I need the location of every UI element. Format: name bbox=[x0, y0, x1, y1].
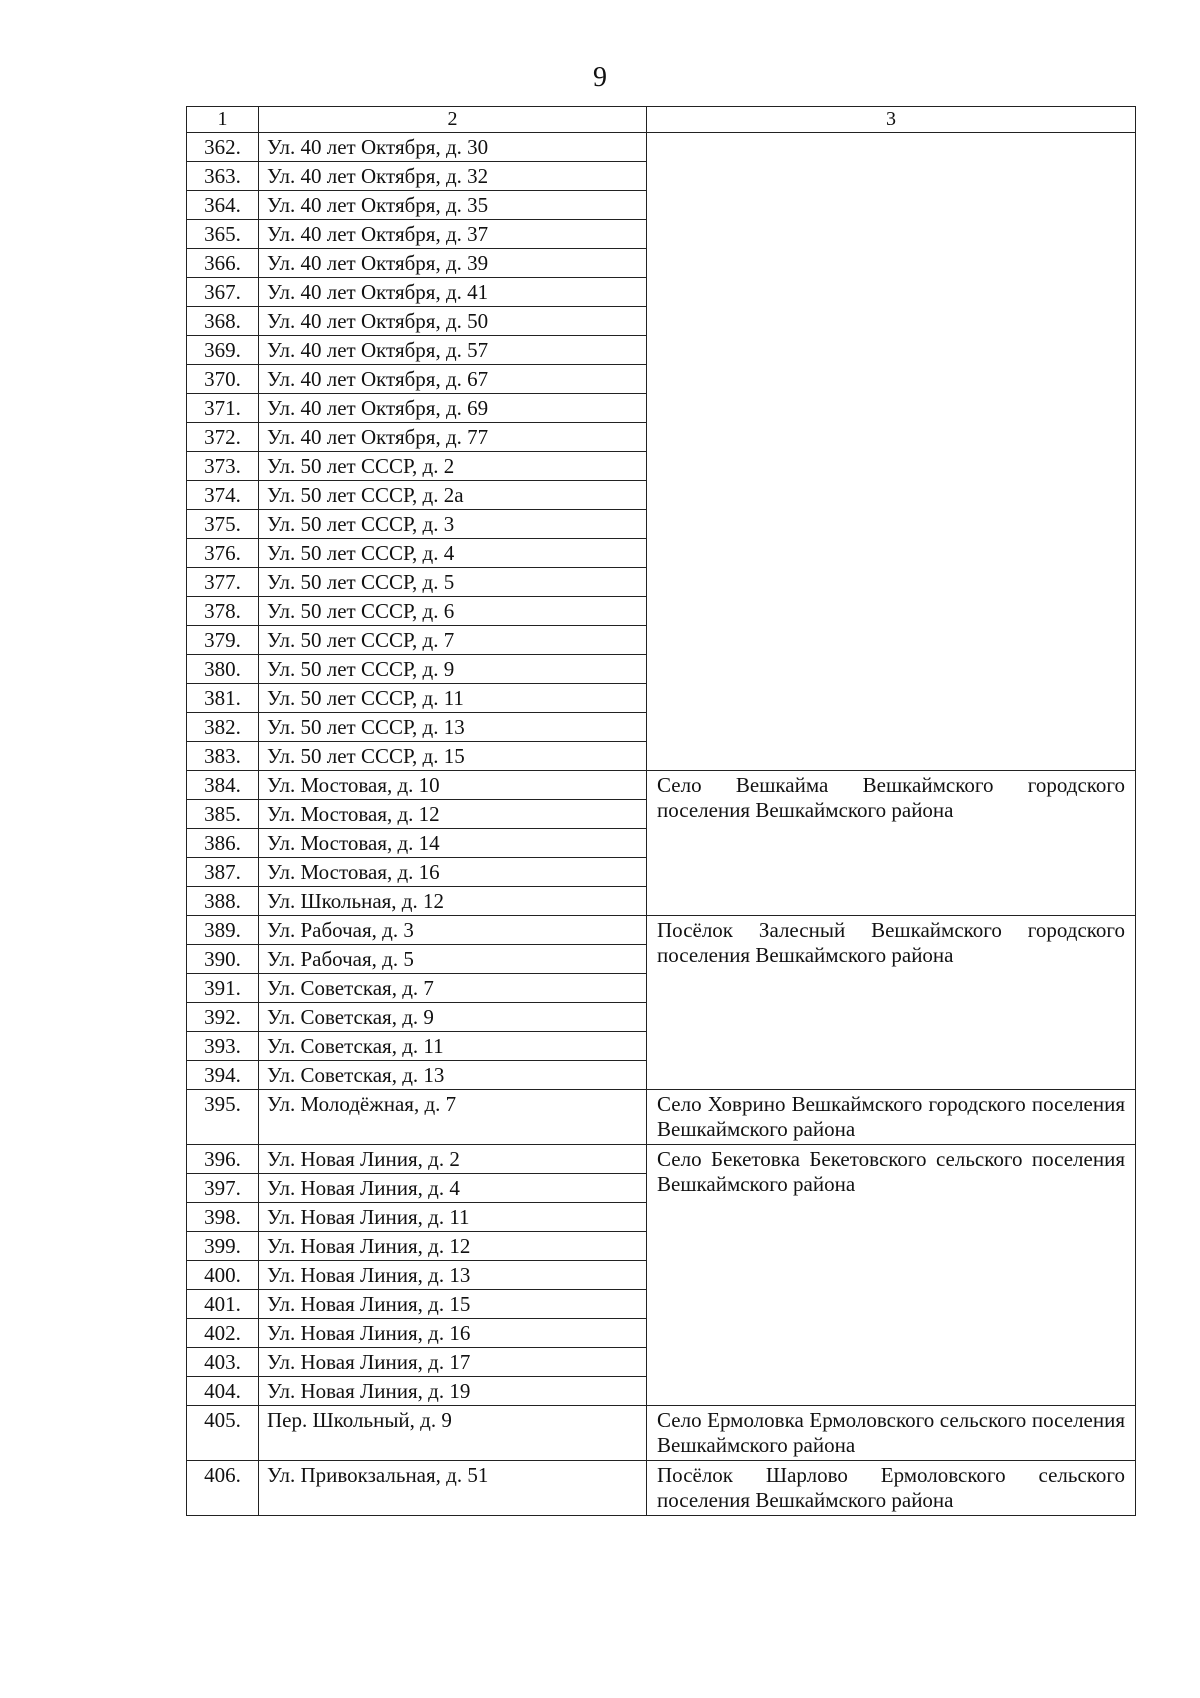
row-address: Ул. 40 лет Октября, д. 69 bbox=[259, 394, 647, 423]
row-address: Ул. Привокзальная, д. 51 bbox=[259, 1461, 647, 1516]
settlement-cell bbox=[647, 133, 1136, 771]
row-number: 397. bbox=[187, 1174, 259, 1203]
row-number: 400. bbox=[187, 1261, 259, 1290]
row-address: Ул. Советская, д. 13 bbox=[259, 1061, 647, 1090]
row-number: 393. bbox=[187, 1032, 259, 1061]
row-address: Ул. Новая Линия, д. 11 bbox=[259, 1203, 647, 1232]
row-address: Ул. Новая Линия, д. 4 bbox=[259, 1174, 647, 1203]
row-number: 402. bbox=[187, 1319, 259, 1348]
row-number: 365. bbox=[187, 220, 259, 249]
row-address: Ул. Новая Линия, д. 16 bbox=[259, 1319, 647, 1348]
row-address: Ул. 40 лет Октября, д. 30 bbox=[259, 133, 647, 162]
row-number: 392. bbox=[187, 1003, 259, 1032]
table-row bbox=[187, 1461, 1136, 1516]
row-address: Ул. 40 лет Октября, д. 67 bbox=[259, 365, 647, 394]
row-address: Ул. Мостовая, д. 16 bbox=[259, 858, 647, 887]
row-number: 372. bbox=[187, 423, 259, 452]
row-address: Ул. 50 лет СССР, д. 3 bbox=[259, 510, 647, 539]
settlement-cell: Село Вешкайма Вешкаймского городского поселения Вешкаймского района bbox=[647, 771, 1136, 916]
settlement-cell: Село Ховрино Вешкаймского городского поселения Вешкаймского района bbox=[647, 1090, 1136, 1145]
settlement-cell: Посёлок Залесный Вешкаймского городского поселения Вешкаймского района bbox=[647, 916, 1136, 1090]
row-number: 376. bbox=[187, 539, 259, 568]
row-number: 370. bbox=[187, 365, 259, 394]
row-address: Ул. Новая Линия, д. 2 bbox=[259, 1145, 647, 1174]
row-address: Ул. Школьная, д. 12 bbox=[259, 887, 647, 916]
row-number: 364. bbox=[187, 191, 259, 220]
row-address: Ул. Мостовая, д. 10 bbox=[259, 771, 647, 800]
row-number: 367. bbox=[187, 278, 259, 307]
row-number: 368. bbox=[187, 307, 259, 336]
row-address: Ул. 40 лет Октября, д. 39 bbox=[259, 249, 647, 278]
row-number: 383. bbox=[187, 742, 259, 771]
table-row bbox=[187, 916, 1136, 945]
address-table-container bbox=[186, 106, 1135, 1516]
row-number: 404. bbox=[187, 1377, 259, 1406]
row-number: 386. bbox=[187, 829, 259, 858]
row-address: Ул. 40 лет Октября, д. 37 bbox=[259, 220, 647, 249]
row-address: Ул. 50 лет СССР, д. 5 bbox=[259, 568, 647, 597]
header-col-2: 2 bbox=[259, 107, 647, 133]
row-number: 394. bbox=[187, 1061, 259, 1090]
row-address: Ул. 40 лет Октября, д. 50 bbox=[259, 307, 647, 336]
row-number: 381. bbox=[187, 684, 259, 713]
header-row bbox=[187, 107, 1136, 133]
row-address: Ул. 50 лет СССР, д. 11 bbox=[259, 684, 647, 713]
row-number: 382. bbox=[187, 713, 259, 742]
table-row bbox=[187, 133, 1136, 162]
row-address: Ул. Советская, д. 9 bbox=[259, 1003, 647, 1032]
row-address: Ул. 40 лет Октября, д. 35 bbox=[259, 191, 647, 220]
row-address: Ул. Новая Линия, д. 13 bbox=[259, 1261, 647, 1290]
row-address: Ул. 50 лет СССР, д. 9 bbox=[259, 655, 647, 684]
row-number: 380. bbox=[187, 655, 259, 684]
row-number: 401. bbox=[187, 1290, 259, 1319]
row-number: 362. bbox=[187, 133, 259, 162]
row-number: 390. bbox=[187, 945, 259, 974]
row-number: 384. bbox=[187, 771, 259, 800]
row-address: Ул. Мостовая, д. 12 bbox=[259, 800, 647, 829]
row-address: Ул. Рабочая, д. 5 bbox=[259, 945, 647, 974]
header-col-1: 1 bbox=[187, 107, 259, 133]
row-number: 377. bbox=[187, 568, 259, 597]
row-number: 387. bbox=[187, 858, 259, 887]
settlement-cell: Село Бекетовка Бекетовского сельского поселения Вешкаймского района bbox=[647, 1145, 1136, 1406]
row-address: Ул. Советская, д. 7 bbox=[259, 974, 647, 1003]
row-number: 385. bbox=[187, 800, 259, 829]
row-address: Ул. 50 лет СССР, д. 4 bbox=[259, 539, 647, 568]
settlement-cell: Посёлок Шарлово Ермоловского сельского поселения Вешкаймского района bbox=[647, 1461, 1136, 1516]
table-row bbox=[187, 771, 1136, 800]
row-number: 403. bbox=[187, 1348, 259, 1377]
header-col-3: 3 bbox=[647, 107, 1136, 133]
row-address: Ул. 50 лет СССР, д. 13 bbox=[259, 713, 647, 742]
row-address: Ул. Мостовая, д. 14 bbox=[259, 829, 647, 858]
row-address: Ул. 40 лет Октября, д. 57 bbox=[259, 336, 647, 365]
row-number: 398. bbox=[187, 1203, 259, 1232]
row-number: 366. bbox=[187, 249, 259, 278]
row-address: Ул. 50 лет СССР, д. 2 bbox=[259, 452, 647, 481]
address-table-body bbox=[187, 107, 1136, 1516]
row-number: 405. bbox=[187, 1406, 259, 1461]
address-table bbox=[186, 106, 1136, 1516]
table-row bbox=[187, 1406, 1136, 1461]
row-address: Пер. Школьный, д. 9 bbox=[259, 1406, 647, 1461]
row-address: Ул. 50 лет СССР, д. 15 bbox=[259, 742, 647, 771]
row-number: 373. bbox=[187, 452, 259, 481]
row-number: 391. bbox=[187, 974, 259, 1003]
row-number: 396. bbox=[187, 1145, 259, 1174]
row-address: Ул. 50 лет СССР, д. 6 bbox=[259, 597, 647, 626]
table-row bbox=[187, 1090, 1136, 1145]
row-address: Ул. Новая Линия, д. 15 bbox=[259, 1290, 647, 1319]
row-number: 363. bbox=[187, 162, 259, 191]
page-number: 9 bbox=[593, 62, 607, 93]
row-number: 395. bbox=[187, 1090, 259, 1145]
row-number: 388. bbox=[187, 887, 259, 916]
row-number: 379. bbox=[187, 626, 259, 655]
row-address: Ул. Рабочая, д. 3 bbox=[259, 916, 647, 945]
settlement-cell: Село Ермоловка Ермоловского сельского поселения Вешкаймского района bbox=[647, 1406, 1136, 1461]
row-address: Ул. 40 лет Октября, д. 32 bbox=[259, 162, 647, 191]
row-address: Ул. Молодёжная, д. 7 bbox=[259, 1090, 647, 1145]
row-address: Ул. Новая Линия, д. 19 bbox=[259, 1377, 647, 1406]
table-row bbox=[187, 1145, 1136, 1174]
row-address: Ул. 40 лет Октября, д. 41 bbox=[259, 278, 647, 307]
row-address: Ул. Советская, д. 11 bbox=[259, 1032, 647, 1061]
row-number: 369. bbox=[187, 336, 259, 365]
row-number: 389. bbox=[187, 916, 259, 945]
row-number: 375. bbox=[187, 510, 259, 539]
row-address: Ул. 50 лет СССР, д. 7 bbox=[259, 626, 647, 655]
row-address: Ул. Новая Линия, д. 12 bbox=[259, 1232, 647, 1261]
row-address: Ул. Новая Линия, д. 17 bbox=[259, 1348, 647, 1377]
row-number: 378. bbox=[187, 597, 259, 626]
row-address: Ул. 50 лет СССР, д. 2а bbox=[259, 481, 647, 510]
row-number: 399. bbox=[187, 1232, 259, 1261]
row-address: Ул. 40 лет Октября, д. 77 bbox=[259, 423, 647, 452]
row-number: 374. bbox=[187, 481, 259, 510]
row-number: 371. bbox=[187, 394, 259, 423]
row-number: 406. bbox=[187, 1461, 259, 1516]
